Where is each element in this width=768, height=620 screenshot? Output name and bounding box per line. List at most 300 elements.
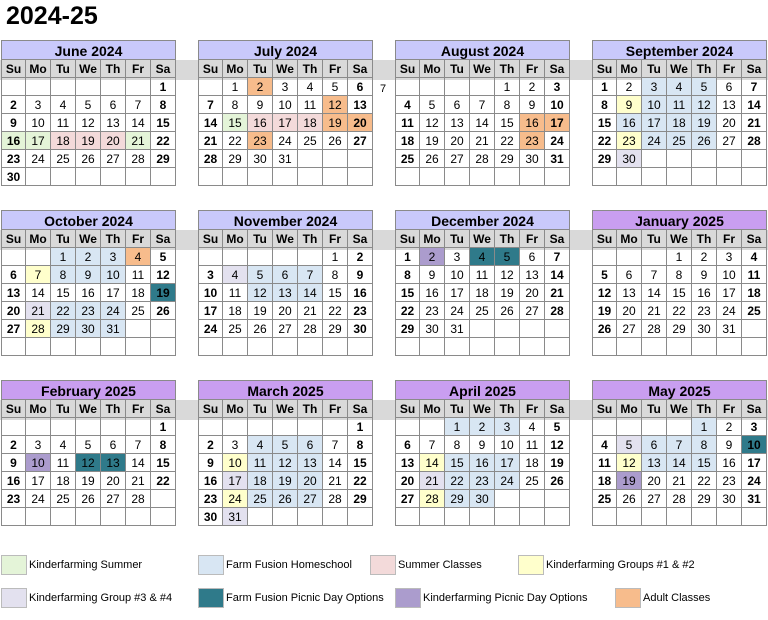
day-cell: 27	[101, 150, 126, 168]
day-cell: 24	[101, 302, 126, 320]
day-cell: 31	[717, 320, 742, 338]
day-cell: 28	[642, 320, 667, 338]
day-cell: 30	[692, 320, 717, 338]
day-cell: 23	[420, 302, 445, 320]
day-cell: 3	[26, 96, 51, 114]
day-cell: 18	[248, 472, 273, 490]
day-cell: 26	[76, 150, 101, 168]
legend-swatch	[198, 555, 224, 575]
day-cell: 7	[198, 96, 223, 114]
day-cell: 7	[26, 266, 51, 284]
day-cell: 8	[692, 436, 717, 454]
day-cell: 17	[198, 302, 223, 320]
empty-cell	[26, 248, 51, 266]
weekday-header: Tu	[445, 400, 470, 418]
empty-cell	[298, 150, 323, 168]
weekday-header: Mo	[420, 60, 445, 78]
day-cell: 16	[76, 284, 101, 302]
day-cell: 17	[26, 472, 51, 490]
day-cell: 12	[151, 266, 176, 284]
month-title: February 2025	[1, 380, 176, 400]
day-cell: 9	[1, 114, 26, 132]
day-cell: 20	[445, 132, 470, 150]
weekday-header: Mo	[26, 230, 51, 248]
weekday-header: Mo	[223, 230, 248, 248]
empty-cell	[101, 168, 126, 186]
weekday-header: Tu	[51, 400, 76, 418]
empty-cell	[445, 168, 470, 186]
empty-cell	[126, 338, 151, 356]
day-cell: 16	[717, 454, 742, 472]
day-cell: 26	[495, 302, 520, 320]
day-cell: 19	[420, 132, 445, 150]
legend-item	[1, 588, 172, 608]
day-cell: 30	[617, 150, 642, 168]
day-cell: 20	[1, 302, 26, 320]
day-cell: 29	[692, 490, 717, 508]
empty-cell	[692, 168, 717, 186]
day-cell: 21	[126, 472, 151, 490]
day-cell: 22	[151, 472, 176, 490]
day-cell: 14	[298, 284, 323, 302]
day-cell: 5	[420, 96, 445, 114]
day-cell: 6	[348, 78, 373, 96]
empty-cell	[101, 418, 126, 436]
weekday-header: Sa	[151, 230, 176, 248]
day-cell: 3	[717, 248, 742, 266]
empty-cell	[198, 168, 223, 186]
day-cell: 7	[642, 266, 667, 284]
empty-cell	[273, 338, 298, 356]
weekday-header: Su	[1, 60, 26, 78]
day-cell: 22	[395, 302, 420, 320]
day-cell: 15	[692, 454, 717, 472]
empty-cell	[223, 418, 248, 436]
empty-cell	[742, 508, 767, 526]
weekday-header: Th	[495, 230, 520, 248]
day-cell: 16	[1, 132, 26, 150]
day-cell: 21	[545, 284, 570, 302]
empty-cell	[495, 320, 520, 338]
empty-cell	[617, 508, 642, 526]
day-cell: 16	[692, 284, 717, 302]
day-cell: 8	[151, 436, 176, 454]
day-cell: 9	[198, 454, 223, 472]
weekday-header: Mo	[617, 230, 642, 248]
empty-cell	[323, 338, 348, 356]
day-cell: 27	[642, 490, 667, 508]
day-cell: 6	[642, 436, 667, 454]
day-cell: 18	[51, 472, 76, 490]
day-cell: 10	[26, 454, 51, 472]
day-cell: 9	[692, 266, 717, 284]
day-cell: 15	[151, 454, 176, 472]
weekday-header: Th	[298, 400, 323, 418]
empty-cell	[151, 490, 176, 508]
day-cell: 31	[101, 320, 126, 338]
day-cell: 16	[348, 284, 373, 302]
day-cell: 14	[742, 96, 767, 114]
day-cell: 29	[51, 320, 76, 338]
empty-cell	[348, 338, 373, 356]
day-cell: 5	[248, 266, 273, 284]
weekday-header: Fr	[323, 230, 348, 248]
empty-cell	[273, 418, 298, 436]
day-cell: 22	[495, 132, 520, 150]
day-cell: 19	[248, 302, 273, 320]
weekday-header: Fr	[323, 60, 348, 78]
day-cell: 10	[198, 284, 223, 302]
day-cell: 15	[348, 454, 373, 472]
day-cell: 31	[545, 150, 570, 168]
empty-cell	[1, 418, 26, 436]
day-cell: 11	[223, 284, 248, 302]
weekday-header: Su	[198, 400, 223, 418]
day-cell: 14	[126, 454, 151, 472]
weekday-header: Tu	[642, 400, 667, 418]
legend-item	[198, 588, 384, 608]
day-cell: 29	[223, 150, 248, 168]
day-cell: 16	[1, 472, 26, 490]
day-cell: 2	[420, 248, 445, 266]
day-cell: 12	[592, 284, 617, 302]
day-cell: 16	[520, 114, 545, 132]
empty-cell	[617, 338, 642, 356]
day-cell: 16	[248, 114, 273, 132]
day-cell: 4	[51, 96, 76, 114]
day-cell: 17	[273, 114, 298, 132]
day-cell: 22	[445, 472, 470, 490]
day-cell: 15	[667, 284, 692, 302]
empty-cell	[51, 168, 76, 186]
day-cell: 17	[495, 454, 520, 472]
empty-cell	[420, 338, 445, 356]
day-cell: 1	[151, 78, 176, 96]
weekday-header: Th	[101, 230, 126, 248]
legend-swatch	[198, 588, 224, 608]
day-cell: 29	[348, 490, 373, 508]
legend-swatch	[518, 555, 544, 575]
day-cell: 20	[520, 284, 545, 302]
empty-cell	[420, 168, 445, 186]
weekday-header: Su	[395, 60, 420, 78]
weekday-header: Th	[495, 60, 520, 78]
empty-cell	[470, 78, 495, 96]
day-cell: 24	[742, 472, 767, 490]
day-cell: 14	[198, 114, 223, 132]
empty-cell	[223, 168, 248, 186]
month-title: March 2025	[198, 380, 373, 400]
day-cell: 3	[101, 248, 126, 266]
day-cell: 30	[1, 168, 26, 186]
legend-label: Farm Fusion Homeschool	[226, 559, 352, 571]
day-cell: 16	[617, 114, 642, 132]
day-cell: 4	[470, 248, 495, 266]
empty-cell	[592, 418, 617, 436]
weekday-header: Th	[692, 60, 717, 78]
weekday-header: Fr	[717, 400, 742, 418]
day-cell: 27	[395, 490, 420, 508]
empty-cell	[470, 508, 495, 526]
day-cell: 13	[617, 284, 642, 302]
empty-cell	[76, 78, 101, 96]
day-cell: 23	[248, 132, 273, 150]
day-cell: 2	[520, 78, 545, 96]
weekday-header: Tu	[51, 60, 76, 78]
day-cell: 1	[667, 248, 692, 266]
day-cell: 3	[545, 78, 570, 96]
day-cell: 28	[323, 490, 348, 508]
weekday-header: We	[470, 60, 495, 78]
empty-cell	[495, 168, 520, 186]
day-cell: 6	[395, 436, 420, 454]
weekday-header: Mo	[420, 230, 445, 248]
legend-item	[395, 588, 587, 608]
day-cell: 26	[592, 320, 617, 338]
weekday-header: Su	[592, 60, 617, 78]
day-cell: 29	[151, 150, 176, 168]
weekday-header: Tu	[51, 230, 76, 248]
day-cell: 23	[1, 490, 26, 508]
day-cell: 2	[470, 418, 495, 436]
month-calendar	[592, 210, 767, 356]
legend-swatch	[1, 555, 27, 575]
empty-cell	[101, 78, 126, 96]
weekday-header: Tu	[248, 400, 273, 418]
empty-cell	[592, 168, 617, 186]
day-cell: 22	[151, 132, 176, 150]
day-cell: 15	[223, 114, 248, 132]
day-cell: 24	[26, 490, 51, 508]
empty-cell	[545, 168, 570, 186]
day-cell: 24	[717, 302, 742, 320]
day-cell: 6	[273, 266, 298, 284]
weekday-header: Fr	[717, 230, 742, 248]
day-cell: 7	[470, 96, 495, 114]
day-cell: 17	[223, 472, 248, 490]
day-cell: 21	[470, 132, 495, 150]
day-cell: 26	[273, 490, 298, 508]
day-cell: 31	[223, 508, 248, 526]
empty-cell	[26, 78, 51, 96]
day-cell: 10	[101, 266, 126, 284]
day-cell: 28	[420, 490, 445, 508]
empty-cell	[592, 338, 617, 356]
day-cell: 21	[742, 114, 767, 132]
day-cell: 17	[642, 114, 667, 132]
empty-cell	[248, 418, 273, 436]
empty-cell	[51, 338, 76, 356]
day-cell: 26	[545, 472, 570, 490]
weekday-header: We	[667, 60, 692, 78]
day-cell: 25	[395, 150, 420, 168]
day-cell: 3	[273, 78, 298, 96]
day-cell: 15	[445, 454, 470, 472]
weekday-header: Sa	[742, 60, 767, 78]
weekday-header: Mo	[223, 400, 248, 418]
empty-cell	[692, 338, 717, 356]
day-cell: 3	[223, 436, 248, 454]
day-cell: 3	[198, 266, 223, 284]
empty-cell	[1, 508, 26, 526]
day-cell: 13	[642, 454, 667, 472]
day-cell: 31	[273, 150, 298, 168]
day-cell: 15	[151, 114, 176, 132]
day-cell: 22	[223, 132, 248, 150]
day-cell: 9	[617, 96, 642, 114]
day-cell: 24	[495, 472, 520, 490]
month-title: January 2025	[592, 210, 767, 230]
day-cell: 1	[445, 418, 470, 436]
empty-cell	[445, 338, 470, 356]
weekday-header: Su	[1, 230, 26, 248]
empty-cell	[298, 248, 323, 266]
empty-cell	[642, 168, 667, 186]
weekday-header: Th	[101, 400, 126, 418]
day-cell: 27	[273, 320, 298, 338]
weekday-header: Fr	[323, 400, 348, 418]
empty-cell	[495, 508, 520, 526]
day-cell: 17	[101, 284, 126, 302]
day-cell: 17	[717, 284, 742, 302]
weekday-header: Fr	[520, 60, 545, 78]
empty-cell	[495, 338, 520, 356]
weekday-header: Fr	[520, 400, 545, 418]
day-cell: 8	[51, 266, 76, 284]
month-calendar	[198, 40, 373, 186]
day-cell: 9	[76, 266, 101, 284]
weekday-header: Th	[692, 400, 717, 418]
day-cell: 21	[198, 132, 223, 150]
day-cell: 20	[395, 472, 420, 490]
month-calendar	[1, 40, 176, 186]
day-cell: 4	[51, 436, 76, 454]
day-cell: 7	[323, 436, 348, 454]
day-cell: 27	[717, 132, 742, 150]
legend-swatch	[395, 588, 421, 608]
day-cell: 27	[101, 490, 126, 508]
empty-cell	[151, 320, 176, 338]
day-cell: 1	[51, 248, 76, 266]
empty-cell	[223, 248, 248, 266]
day-cell: 23	[76, 302, 101, 320]
day-cell: 14	[470, 114, 495, 132]
month-calendar	[395, 40, 570, 186]
weekday-header: Th	[298, 230, 323, 248]
weekday-header: Th	[495, 400, 520, 418]
month-calendar	[198, 380, 373, 526]
day-cell: 9	[1, 454, 26, 472]
empty-cell	[717, 150, 742, 168]
empty-cell	[126, 418, 151, 436]
day-cell: 12	[273, 454, 298, 472]
day-cell: 23	[470, 472, 495, 490]
empty-cell	[642, 338, 667, 356]
day-cell: 10	[742, 436, 767, 454]
empty-cell	[198, 78, 223, 96]
day-cell: 16	[470, 454, 495, 472]
day-cell: 12	[692, 96, 717, 114]
empty-cell	[420, 508, 445, 526]
day-cell: 19	[495, 284, 520, 302]
day-cell: 23	[520, 132, 545, 150]
day-cell: 24	[26, 150, 51, 168]
empty-cell	[617, 248, 642, 266]
weekday-header: Sa	[151, 400, 176, 418]
empty-cell	[76, 168, 101, 186]
day-cell: 28	[126, 490, 151, 508]
legend-label: Kinderfarming Group #3 & #4	[29, 592, 173, 604]
month-title: August 2024	[395, 40, 570, 60]
day-cell: 26	[76, 490, 101, 508]
day-cell: 29	[323, 320, 348, 338]
weekday-header: Tu	[445, 60, 470, 78]
day-cell: 3	[495, 418, 520, 436]
day-cell: 7	[667, 436, 692, 454]
empty-cell	[26, 418, 51, 436]
day-cell: 10	[223, 454, 248, 472]
day-cell: 12	[617, 454, 642, 472]
day-cell: 4	[298, 78, 323, 96]
empty-cell	[395, 508, 420, 526]
day-cell: 26	[323, 132, 348, 150]
day-cell: 1	[348, 418, 373, 436]
empty-cell	[348, 150, 373, 168]
day-cell: 16	[420, 284, 445, 302]
empty-cell	[642, 508, 667, 526]
day-cell: 2	[198, 436, 223, 454]
day-cell: 19	[323, 114, 348, 132]
empty-cell	[298, 418, 323, 436]
day-cell: 8	[323, 266, 348, 284]
day-cell: 24	[642, 132, 667, 150]
weekday-header: We	[470, 400, 495, 418]
empty-cell	[273, 168, 298, 186]
day-cell: 7	[420, 436, 445, 454]
weekday-header: We	[273, 400, 298, 418]
day-cell: 14	[420, 454, 445, 472]
day-cell: 11	[298, 96, 323, 114]
weekday-header: Sa	[545, 400, 570, 418]
legend-swatch	[370, 555, 396, 575]
month-title: April 2025	[395, 380, 570, 400]
day-cell: 8	[395, 266, 420, 284]
day-cell: 2	[348, 248, 373, 266]
day-cell: 6	[101, 96, 126, 114]
day-cell: 11	[395, 114, 420, 132]
day-cell: 3	[742, 418, 767, 436]
day-cell: 25	[298, 132, 323, 150]
day-cell: 8	[667, 266, 692, 284]
day-cell: 30	[470, 490, 495, 508]
month-title: June 2024	[1, 40, 176, 60]
empty-cell	[692, 508, 717, 526]
empty-cell	[667, 338, 692, 356]
day-cell: 25	[520, 472, 545, 490]
day-cell: 1	[223, 78, 248, 96]
empty-cell	[323, 150, 348, 168]
month-calendar	[198, 210, 373, 356]
day-cell: 6	[445, 96, 470, 114]
day-cell: 20	[348, 114, 373, 132]
day-cell: 26	[248, 320, 273, 338]
day-cell: 11	[520, 436, 545, 454]
day-cell: 21	[642, 302, 667, 320]
day-cell: 24	[198, 320, 223, 338]
empty-cell	[26, 508, 51, 526]
day-cell: 22	[592, 132, 617, 150]
empty-cell	[395, 168, 420, 186]
